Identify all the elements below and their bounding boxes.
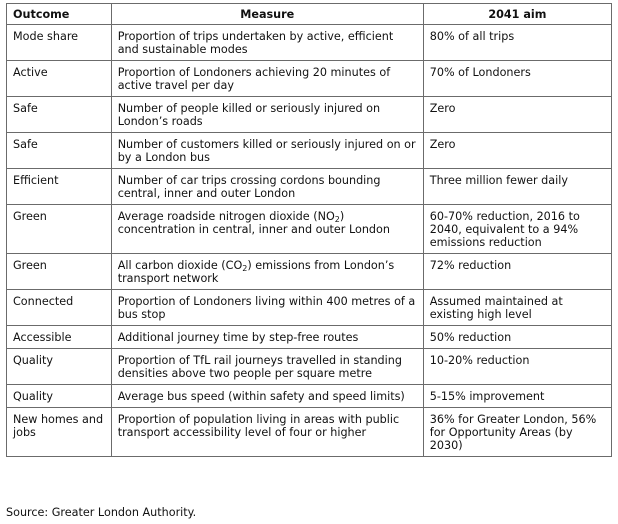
- subscript-2: 2: [334, 215, 340, 224]
- outcomes-table: [6, 3, 612, 457]
- header-outcome: Outcome: [7, 4, 112, 25]
- aim-cell: Zero: [423, 133, 611, 169]
- measure-cell: Number of car trips crossing cordons bounding central, inner and outer London: [111, 169, 423, 205]
- aim-cell: Assumed maintained at existing high level: [423, 290, 611, 326]
- measure-text-post: ) concentration in central, inner and outer London: [117, 210, 390, 236]
- measure-cell: [111, 205, 423, 254]
- measure-cell: Number of customers killed or seriously injured on or by a London bus: [111, 133, 423, 169]
- measure-cell: Proportion of population living in areas with public transport accessibility level of four or higher: [111, 408, 423, 457]
- table-row: [7, 25, 612, 61]
- table-row: [7, 97, 612, 133]
- header-aim: 2041 aim: [423, 4, 611, 25]
- aim-cell: 50% reduction: [423, 326, 611, 349]
- aim-cell: Zero: [423, 97, 611, 133]
- table-row: [7, 326, 612, 349]
- aim-cell: 10-20% reduction: [423, 349, 611, 385]
- table-header-row: [7, 4, 612, 25]
- outcome-cell: New homes and jobs: [7, 408, 112, 457]
- outcome-cell: Mode share: [7, 25, 112, 61]
- measure-cell: Number of people killed or seriously injured on London’s roads: [111, 97, 423, 133]
- table-row: [7, 290, 612, 326]
- aim-cell: 70% of Londoners: [423, 61, 611, 97]
- aim-cell: 72% reduction: [423, 254, 611, 290]
- outcome-cell: Accessible: [7, 326, 112, 349]
- outcome-cell: Active: [7, 61, 112, 97]
- measure-cell: Proportion of Londoners living within 400 metres of a bus stop: [111, 290, 423, 326]
- measure-cell: Additional journey time by step-free routes: [111, 326, 423, 349]
- measure-cell: Proportion of trips undertaken by active, efficient and sustainable modes: [111, 25, 423, 61]
- outcome-cell: Quality: [7, 385, 112, 408]
- measure-cell: Average bus speed (within safety and speed limits): [111, 385, 423, 408]
- outcome-cell: Connected: [7, 290, 112, 326]
- measure-text-pre: Average roadside nitrogen dioxide (NO: [117, 210, 335, 223]
- measure-cell: [111, 254, 423, 290]
- outcome-cell: Quality: [7, 349, 112, 385]
- aim-cell: 80% of all trips: [423, 25, 611, 61]
- table-row: [7, 61, 612, 97]
- aim-cell: 5-15% improvement: [423, 385, 611, 408]
- table-row: [7, 254, 612, 290]
- outcome-cell: Green: [7, 205, 112, 254]
- measure-text-pre: All carbon dioxide (CO: [117, 259, 243, 272]
- source-note: Source: Greater London Authority.: [6, 506, 197, 519]
- outcome-cell: Safe: [7, 97, 112, 133]
- measure-cell: Proportion of Londoners achieving 20 minutes of active travel per day: [111, 61, 423, 97]
- table-row: [7, 385, 612, 408]
- aim-cell: 36% for Greater London, 56% for Opportunity Areas (by 2030): [423, 408, 611, 457]
- table-row: [7, 349, 612, 385]
- table-row: [7, 169, 612, 205]
- measure-cell: Proportion of TfL rail journeys travelled in standing densities above two people per square metre: [111, 349, 423, 385]
- aim-cell: 60-70% reduction, 2016 to 2040, equivalent to a 94% emissions reduction: [423, 205, 611, 254]
- table-row: [7, 205, 612, 254]
- subscript-2: 2: [242, 264, 248, 273]
- aim-cell: Three million fewer daily: [423, 169, 611, 205]
- table-row: [7, 408, 612, 457]
- outcome-cell: Green: [7, 254, 112, 290]
- header-measure: Measure: [111, 4, 423, 25]
- outcome-cell: Safe: [7, 133, 112, 169]
- table-row: [7, 133, 612, 169]
- measure-text-post: ) emissions from London’s transport network: [117, 259, 395, 285]
- outcome-cell: Efficient: [7, 169, 112, 205]
